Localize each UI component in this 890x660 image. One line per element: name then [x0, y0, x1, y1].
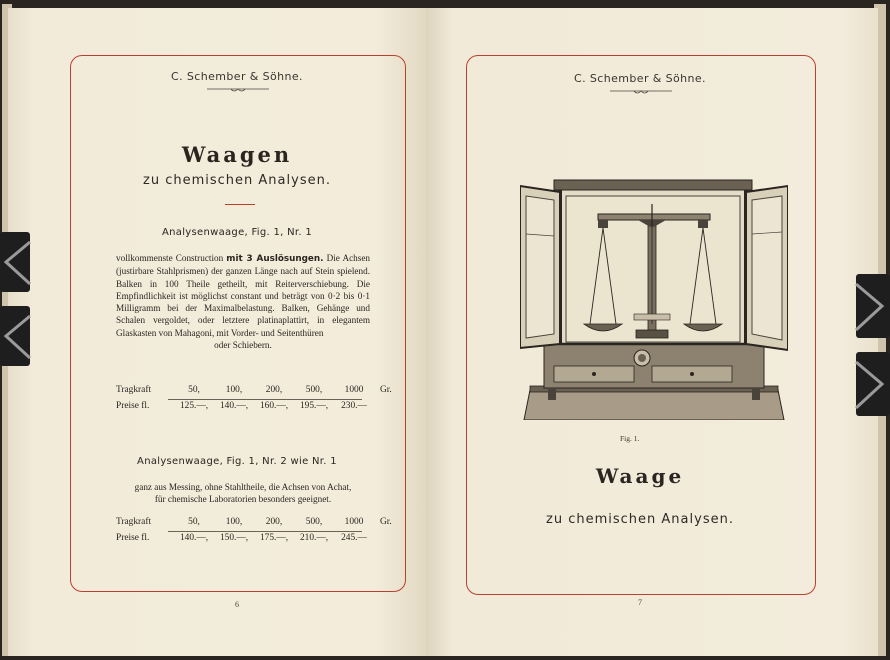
left-page — [8, 8, 426, 656]
capacity-unit: Gr. — [380, 385, 392, 395]
price-label: Preise fl. — [116, 401, 150, 411]
price-value: 230.— — [341, 401, 367, 411]
product1-price-table — [116, 382, 392, 414]
price-value: 210.—, — [299, 533, 329, 543]
page-number: 7 — [638, 598, 642, 607]
price-rule — [168, 399, 362, 400]
capacity-value: 100, — [225, 517, 243, 527]
product2-desc-last: für chemische Laboratorien besonders geeignet. — [154, 494, 332, 505]
capacity-value: 50, — [188, 385, 200, 395]
product1-desc-bold: mit 3 Auslösungen. — [226, 254, 324, 264]
figure-caption: Fig. 1. — [620, 434, 640, 443]
page-number: 6 — [235, 600, 239, 609]
section-subtitle: zu chemischen Analysen. — [143, 173, 331, 188]
price-label: Preise fl. — [116, 533, 150, 543]
publisher-header: C. Schember & Söhne. — [574, 72, 706, 85]
section-subtitle: zu chemischen Analysen. — [546, 512, 734, 527]
price-rule — [168, 531, 362, 532]
product2-desc: ganz aus Messing, ohne Stahltheile, die Achsen von Achat, — [134, 482, 352, 492]
price-value: 195.—, — [299, 401, 329, 411]
capacity-value: 500, — [305, 517, 323, 527]
price-value: 125.—, — [179, 401, 209, 411]
section-title: Waagen — [181, 142, 293, 167]
capacity-unit: Gr. — [380, 517, 392, 527]
ornament-divider-icon — [610, 88, 672, 96]
price-value: 160.—, — [259, 401, 289, 411]
capacity-value: 50, — [188, 517, 200, 527]
product1-desc-last: oder Schiebern. — [214, 340, 272, 351]
capacity-value: 1000 — [344, 385, 364, 395]
ornament-divider-icon — [207, 86, 269, 94]
product2-heading: Analysenwaage, Fig. 1, Nr. 2 wie Nr. 1 — [137, 456, 337, 467]
capacity-row — [116, 382, 392, 398]
price-value: 175.—, — [259, 533, 289, 543]
left-binder-clip-icon — [0, 232, 36, 372]
product2-description — [116, 481, 370, 506]
product1-description — [116, 252, 370, 351]
price-value: 245.— — [341, 533, 367, 543]
analytical-balance-illustration — [520, 174, 788, 420]
capacity-value: 500, — [305, 385, 323, 395]
product1-desc-start: vollkommenste Construction — [116, 253, 227, 263]
price-value: 140.—, — [179, 533, 209, 543]
price-value: 140.—, — [219, 401, 249, 411]
product1-heading: Analysenwaage, Fig. 1, Nr. 1 — [161, 227, 313, 238]
product2-price-table — [116, 514, 392, 546]
product1-desc-rest: Die Achsen (justirbare Stahlprismen) der ganzen Länge nach auf Stein spielend. Balken in 100 Theile getheilt, mit Reiterverschiebung. Die Empfindlichkeit ist möglichst constant und beträgt von 0·2 bis 0·1 Milligramm bei der Maximalbelastung. Balken, Gehänge und Schalen vergoldet, oder letztere platinaplattirt, in elegantem Glaskasten von Mahagoni, mit Vorder- und Seitenthüren — [116, 253, 370, 338]
price-row — [116, 398, 392, 414]
title-rule — [225, 204, 255, 205]
right-binder-clip-icon — [848, 274, 890, 420]
capacity-row — [116, 514, 392, 530]
capacity-value: 1000 — [344, 517, 364, 527]
capacity-value: 200, — [265, 517, 283, 527]
capacity-value: 200, — [265, 385, 283, 395]
publisher-header: C. Schember & Söhne. — [171, 70, 303, 83]
price-value: 150.—, — [219, 533, 249, 543]
section-title: Waage — [595, 464, 685, 488]
capacity-label: Tragkraft — [116, 385, 152, 395]
right-page — [426, 8, 878, 656]
capacity-label: Tragkraft — [116, 517, 152, 527]
price-row — [116, 530, 392, 546]
capacity-value: 100, — [225, 385, 243, 395]
